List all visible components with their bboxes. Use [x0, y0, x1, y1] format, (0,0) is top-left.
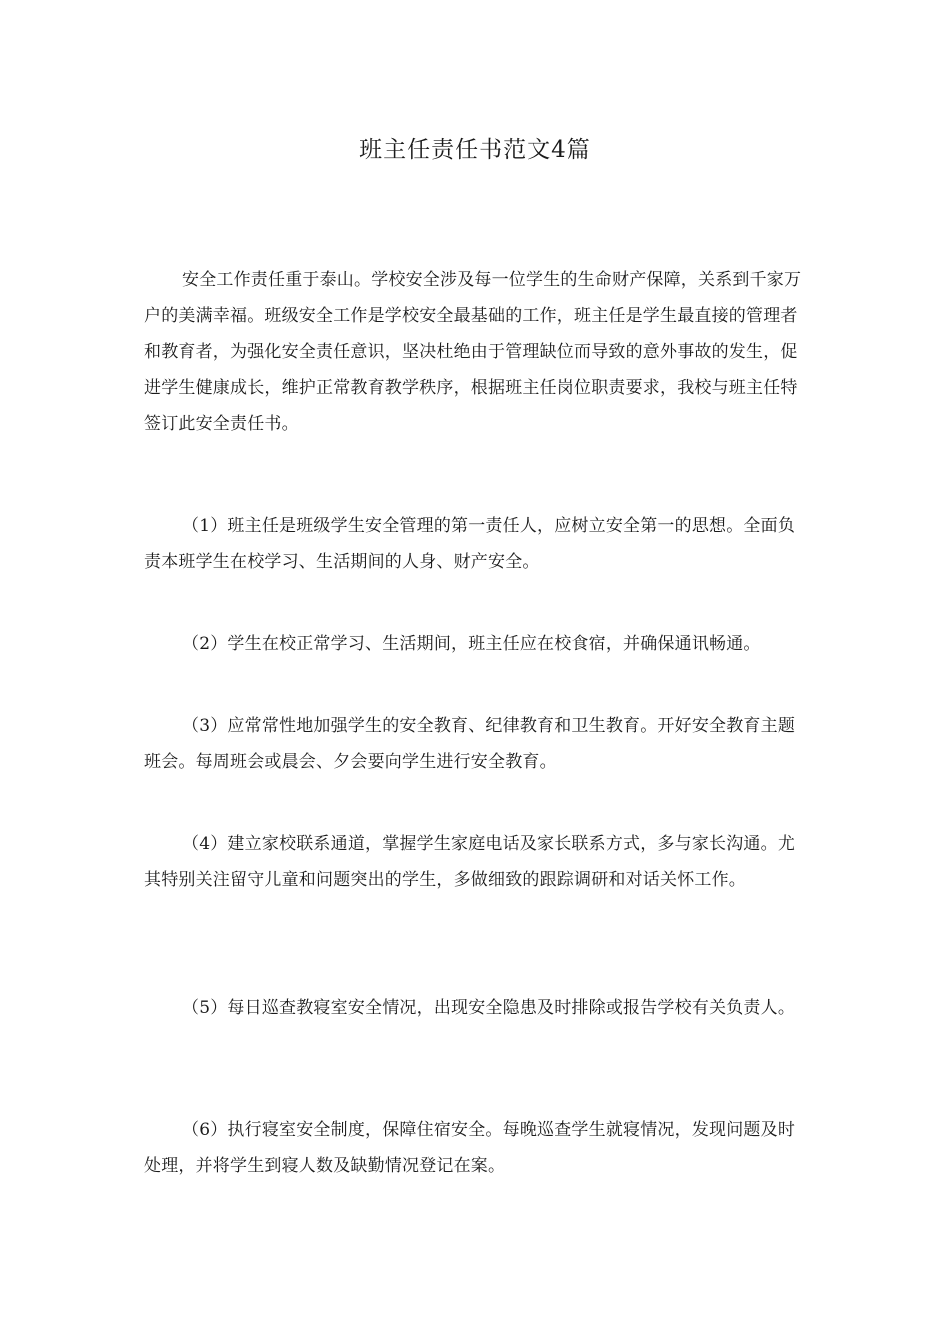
clause-4-paragraph: （4）建立家校联系通道，掌握学生家庭电话及家长联系方式，多与家长沟通。尤其特别关注留守儿童和问题突出的学生，多做细致的跟踪调研和对话关怀工作。 [144, 834, 796, 890]
clause-3-paragraph: （3）应常常性地加强学生的安全教育、纪律教育和卫生教育。开好安全教育主题班会。每周班会或晨会、夕会要向学生进行安全教育。 [144, 716, 796, 772]
clause-2-paragraph: （2）学生在校正常学习、生活期间，班主任应在校食宿，并确保通讯畅通。 [182, 634, 761, 654]
intro-paragraph: 安全工作责任重于泰山。学校安全涉及每一位学生的生命财产保障，关系到千家万户的美满幸福。班级安全工作是学校安全最基础的工作，班主任是学生最直接的管理者和教育者，为强化安全责任意识，坚决杜绝由于管理缺位而导致的意外事故的发生，促进学生健康成长，维护正常教育教学秩序，根据班主任岗位职责要求，我校与班主任特签订此安全责任书。 [144, 270, 802, 434]
document-title: 班主任责任书范文4篇 [359, 137, 591, 163]
clause-1-paragraph: （1）班主任是班级学生安全管理的第一责任人，应树立安全第一的思想。全面负责本班学生在校学习、生活期间的人身、财产安全。 [144, 516, 796, 572]
clause-6-paragraph: （6）执行寝室安全制度，保障住宿安全。每晚巡查学生就寝情况，发现问题及时处理，并将学生到寝人数及缺勤情况登记在案。 [144, 1120, 796, 1176]
clause-5-paragraph: （5）每日巡查教寝室安全情况，出现安全隐患及时排除或报告学校有关负责人。 [182, 998, 796, 1018]
